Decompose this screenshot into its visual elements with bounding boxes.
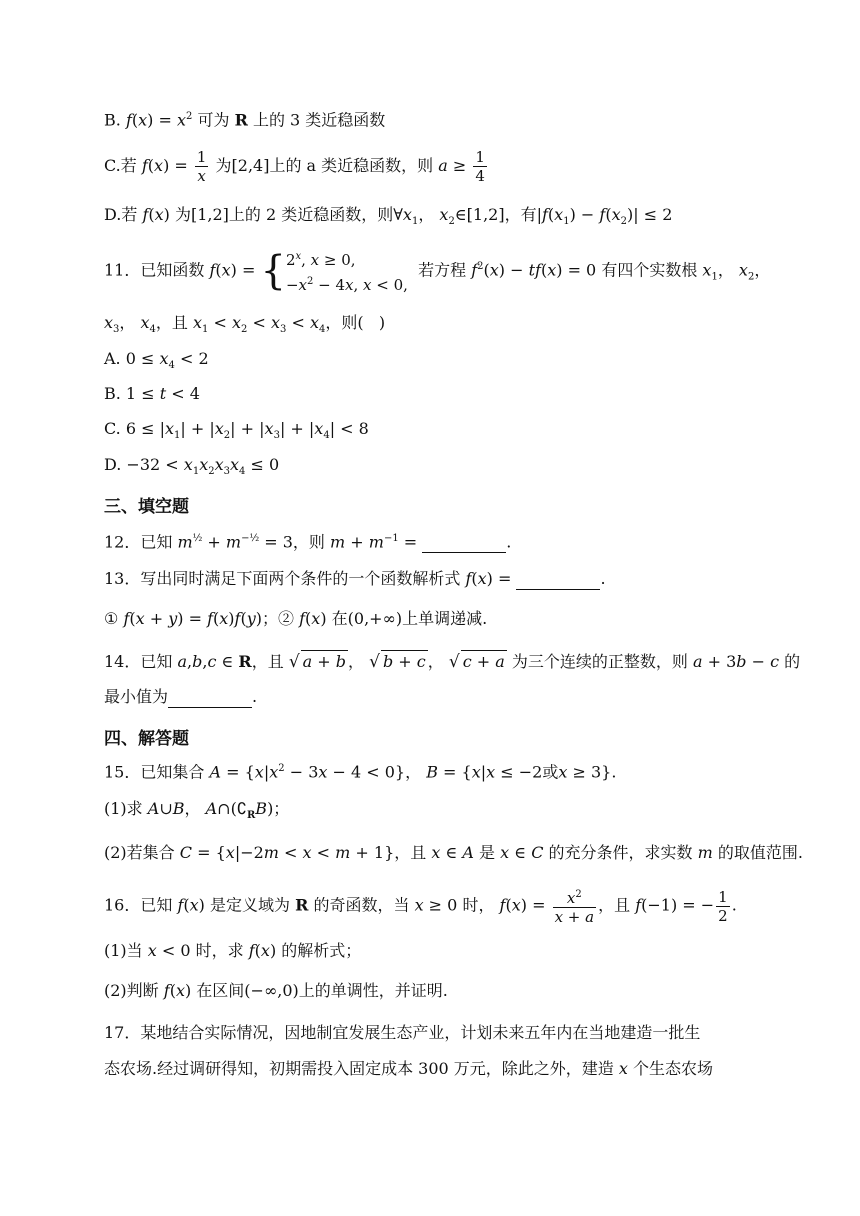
question-14-line2: 最小值为 . bbox=[104, 687, 258, 706]
section-heading-answer: 四、解答题 bbox=[104, 729, 189, 749]
question-12: 12．已知 $m^{\frac{1}{2}} + m^{-\frac{1}{2}} = 3$，则 $m + m^{-1}$ = . bbox=[104, 532, 512, 552]
q11-option-c: C. $6 \le |x_1| + |x_2| + |x_3| + |x_4| < 8$ bbox=[104, 419, 369, 442]
question-14: 14．已知 a,b,c ∈ R，且 √ a + b ， √ b + c ， √ c + a 为三个连续的正整数，则 a + 3b − c 的 bbox=[104, 652, 801, 672]
option-c: C.若 f(x) = $\frac{1}{x}$ 为[2,4]上的 a 类近稳函数，则 a ≥ $\frac{1}{4}$ bbox=[104, 148, 485, 185]
q11-option-d: D. $-32 < x_1x_2x_3x_4 \le 0$ bbox=[104, 455, 280, 478]
q11-option-b: B. 1 ≤ t < 4 bbox=[104, 384, 200, 403]
question-13: 13．写出同时满足下面两个条件的一个函数解析式 f(x) = . bbox=[104, 569, 606, 588]
question-11: 11．已知函数 $f(x) = \{2^x$, x ≥ 0, $-x^2 - 4x$, x < 0, 若方程 $f^2(x) - tf(x) = 0$ 有四个实数根 $x_1$， $x_2$， bbox=[104, 248, 771, 294]
question-15-part1: (1)求 A∪B， $A\cap(∁_RB)$； bbox=[104, 799, 290, 822]
question-15: 15．已知集合 $A = \{x|x^2 - 3x - 4 < 0\}$， B = {x|x ≤ −2或x ≥ 3}. bbox=[104, 762, 617, 782]
option-b: B. $f(x) = x^2$ 可为 R 上的 3 类近稳函数 bbox=[104, 110, 386, 130]
question-11-line2: $x_3$， $x_4$，且 $x_1 < x_2 < x_3 < x_4$，则( ) bbox=[104, 313, 386, 336]
question-16: 16．已知 f(x) 是定义域为 R 的奇函数，当 x ≥ 0 时， f(x) = $\frac{x^2}{x + a}$ ，且 f(−1) = − $\frac{1}{2}$ . bbox=[104, 887, 737, 926]
question-16-part2: (2)判断 f(x) 在区间(−∞,0)上的单调性，并证明. bbox=[104, 981, 448, 1000]
question-15-part2: (2)若集合 C = {x|−2m < x < m + 1}，且 x ∈ A 是 x ∈ C 的充分条件，求实数 m 的取值范围. bbox=[104, 843, 803, 862]
section-heading-fill-in: 三、填空题 bbox=[104, 497, 189, 517]
question-17-line2: 态农场.经过调研得知，初期需投入固定成本 300 万元，除此之外，建造 x 个生态农场 bbox=[104, 1059, 714, 1078]
q11-option-a: A. $0 \le x_4 < 2$ bbox=[104, 349, 209, 372]
question-16-part1: (1)当 x < 0 时，求 f(x) 的解析式； bbox=[104, 941, 362, 960]
question-13-conditions: ① f(x + y) = f(x)f(y)；② f(x) 在(0,+∞)上单调递减. bbox=[104, 609, 488, 628]
option-d: D.若 f(x) 为[1,2]上的 2 类近稳函数，则$\forall x_1$， $x_2\in[1,2]$，有$|f(x_1) - f(x_2)| \le 2$ bbox=[104, 205, 673, 228]
question-17: 17．某地结合实际情况，因地制宜发展生态产业，计划未来五年内在当地建造一批生 bbox=[104, 1023, 701, 1042]
